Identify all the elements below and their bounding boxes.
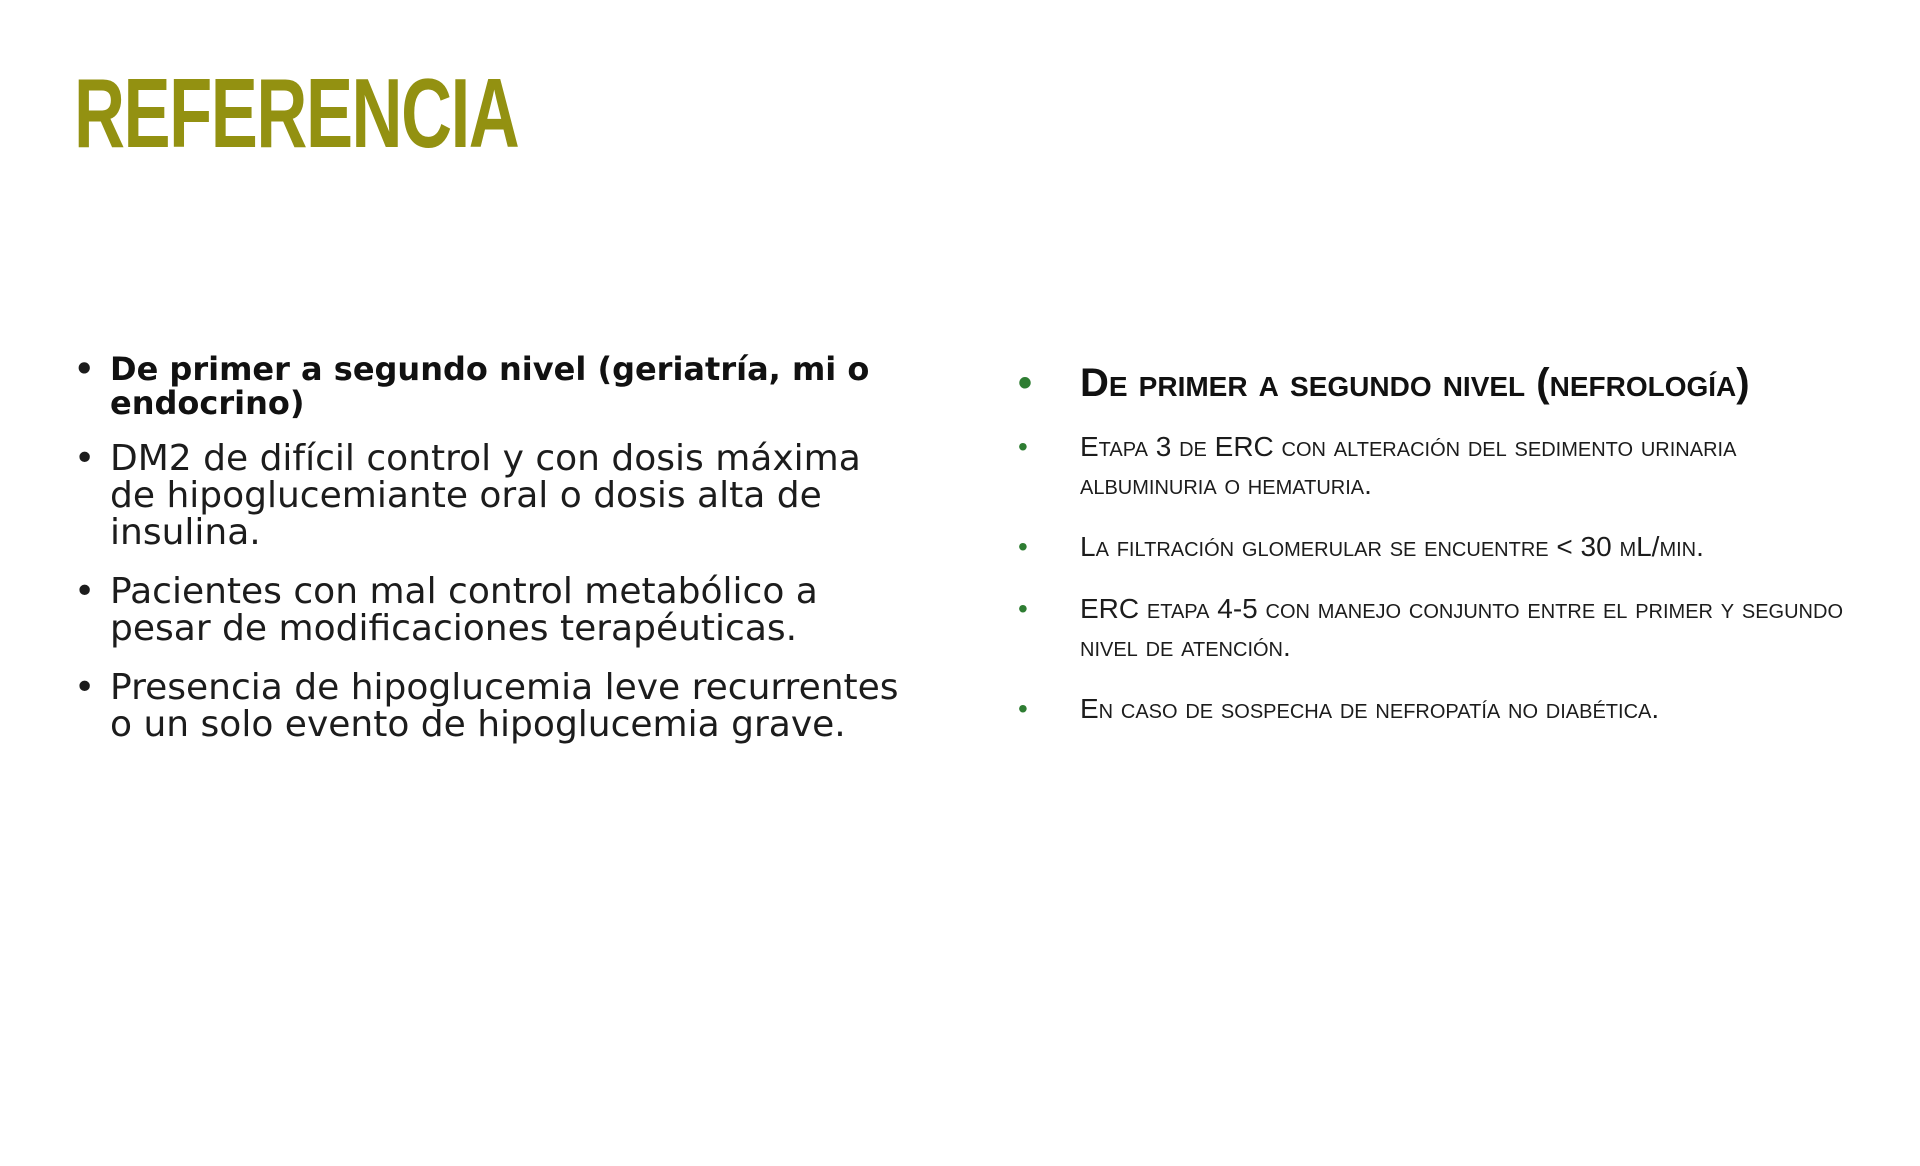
- right-bullet-line: • ERC etapa 4-5 con manejo conjunto entre el primer y segundo nivel de atención.: [1080, 593, 1844, 662]
- left-bullet-item: • DM2 de difícil control y con dosis máxima de hipoglucemiante oral o dosis alta de insulina.: [74, 440, 904, 551]
- left-bullet-item: • Pacientes con mal control metabólico a pesar de modificaciones terapéuticas.: [74, 573, 904, 647]
- slide-title: REFERENCIA: [74, 58, 519, 168]
- left-bullet-list: [74, 352, 904, 743]
- right-bullet-list: [1018, 358, 1858, 728]
- right-bullet-item: [1018, 590, 1858, 666]
- right-heading-bullet: • De primer a segundo nivel (nefrología): [1018, 358, 1858, 408]
- right-bullet-line: • En caso de sospecha de nefropatía no diabética.: [1080, 693, 1660, 724]
- right-bullet-item: [1018, 528, 1858, 566]
- left-column: [74, 352, 904, 765]
- right-bullet-item: [1018, 428, 1858, 504]
- right-bullet-line: • La filtración glomerular se encuentre < 30 mL/min.: [1080, 531, 1704, 562]
- left-lead-bullet: • De primer a segundo nivel (geriatría, mi o endocrino): [74, 352, 904, 420]
- right-column: [1018, 358, 1858, 752]
- right-bullet-item: [1018, 690, 1858, 728]
- right-bullet-line: • Etapa 3 de ERC con alteración del sedimento urinaria: [1080, 431, 1737, 462]
- right-bullet-line: albuminuria o hematuria.: [1080, 469, 1372, 500]
- left-bullet-item: • Presencia de hipoglucemia leve recurrentes o un solo evento de hipoglucemia grave.: [74, 669, 904, 743]
